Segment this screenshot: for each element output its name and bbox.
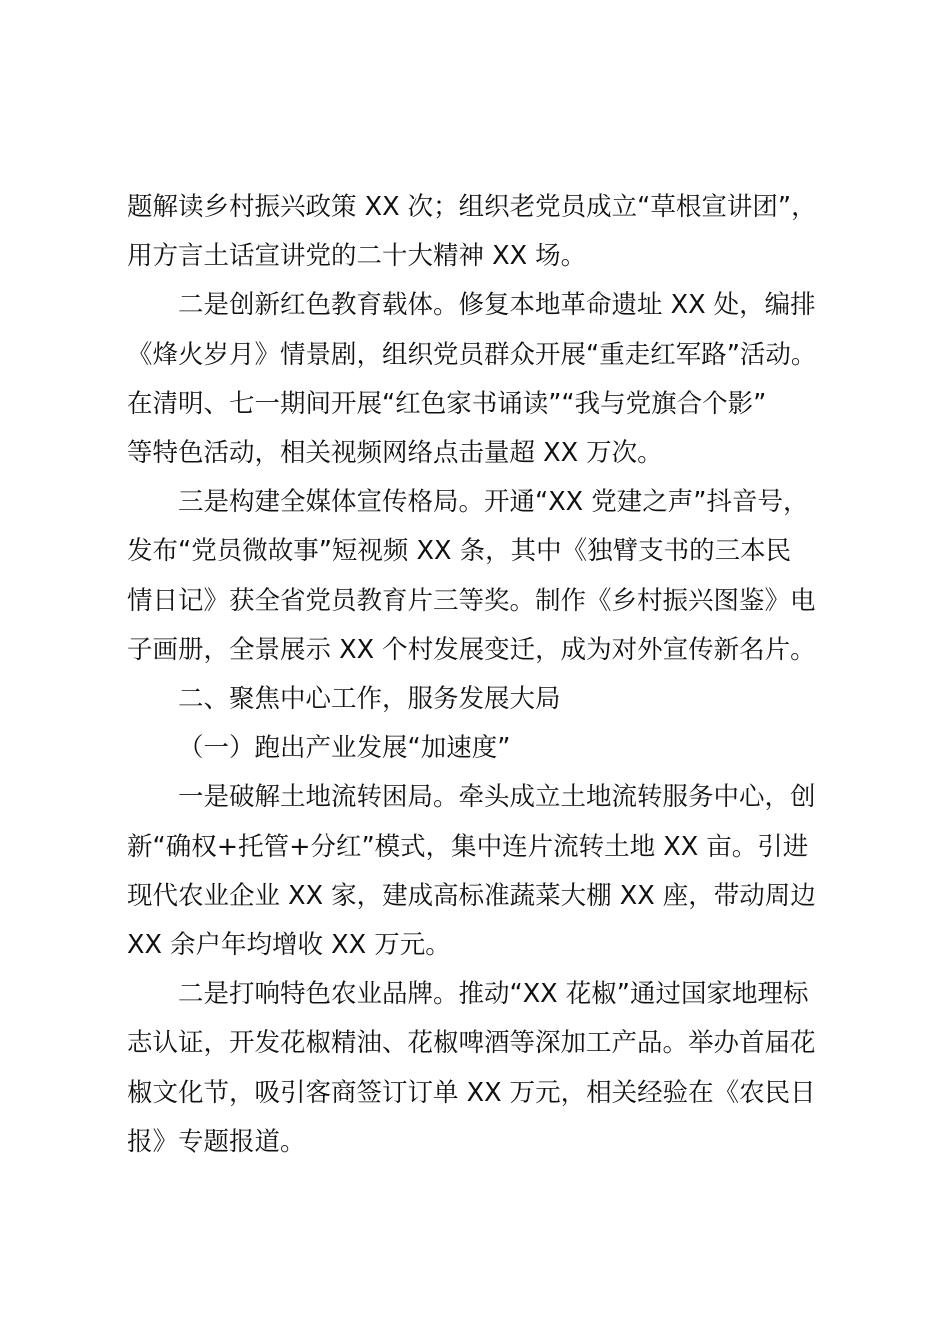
document-body [127,183,855,1167]
subsection-heading: （一）跑出产业发展“加速度” [178,733,511,764]
paragraph-media-publicity: 三是构建全媒体宣传格局。开通“XX 党建之声”抖音号， 发布“党员微故事”短视频 XX 条，其中《独臂支书的三本民 情日记》获全省党员教育片三等奖。制作《乡村振兴图鉴》电 子画册，全景展示 XX 个村发展变迁，成为对外宣传新名片。 [127,487,816,665]
paragraph-agriculture-brand: 二是打响特色农业品牌。推动“XX 花椒”通过国家地理标 志认证，开发花椒精油、花椒啤酒等深加工产品。举办首届花 椒文化节，吸引客商签订订单 XX 万元，相关经验在《农民日 报》专题报道。 [127,979,816,1157]
paragraph-land-transfer: 一是破解土地流转困局。牵头成立土地流转服务中心，创 新“确权+托管+分红”模式，集中连片流转土地 XX 亩。引进 现代农业企业 XX 家，建成高标准蔬菜大棚 XX 座，带动周边 XX 余户年均增收 XX 万元。 [127,782,816,961]
paragraph-red-education: 二是创新红色教育载体。修复本地革命遗址 XX 处，编排 《烽火岁月》情景剧，组织党员群众开展“重走红军路”活动。 在清明、七一期间开展“红色家书诵读”“我与党旗合个影” 等特色活动，相关视频网络点击量超 XX 万次。 [127,290,817,469]
section-heading: 二、聚焦中心工作，服务发展大局 [178,684,561,715]
paragraph-continuation: 题解读乡村振兴政策 XX 次；组织老党员成立“草根宣讲团”， 用方言土话宣讲党的二十大精神 XX 场。 [127,192,817,272]
